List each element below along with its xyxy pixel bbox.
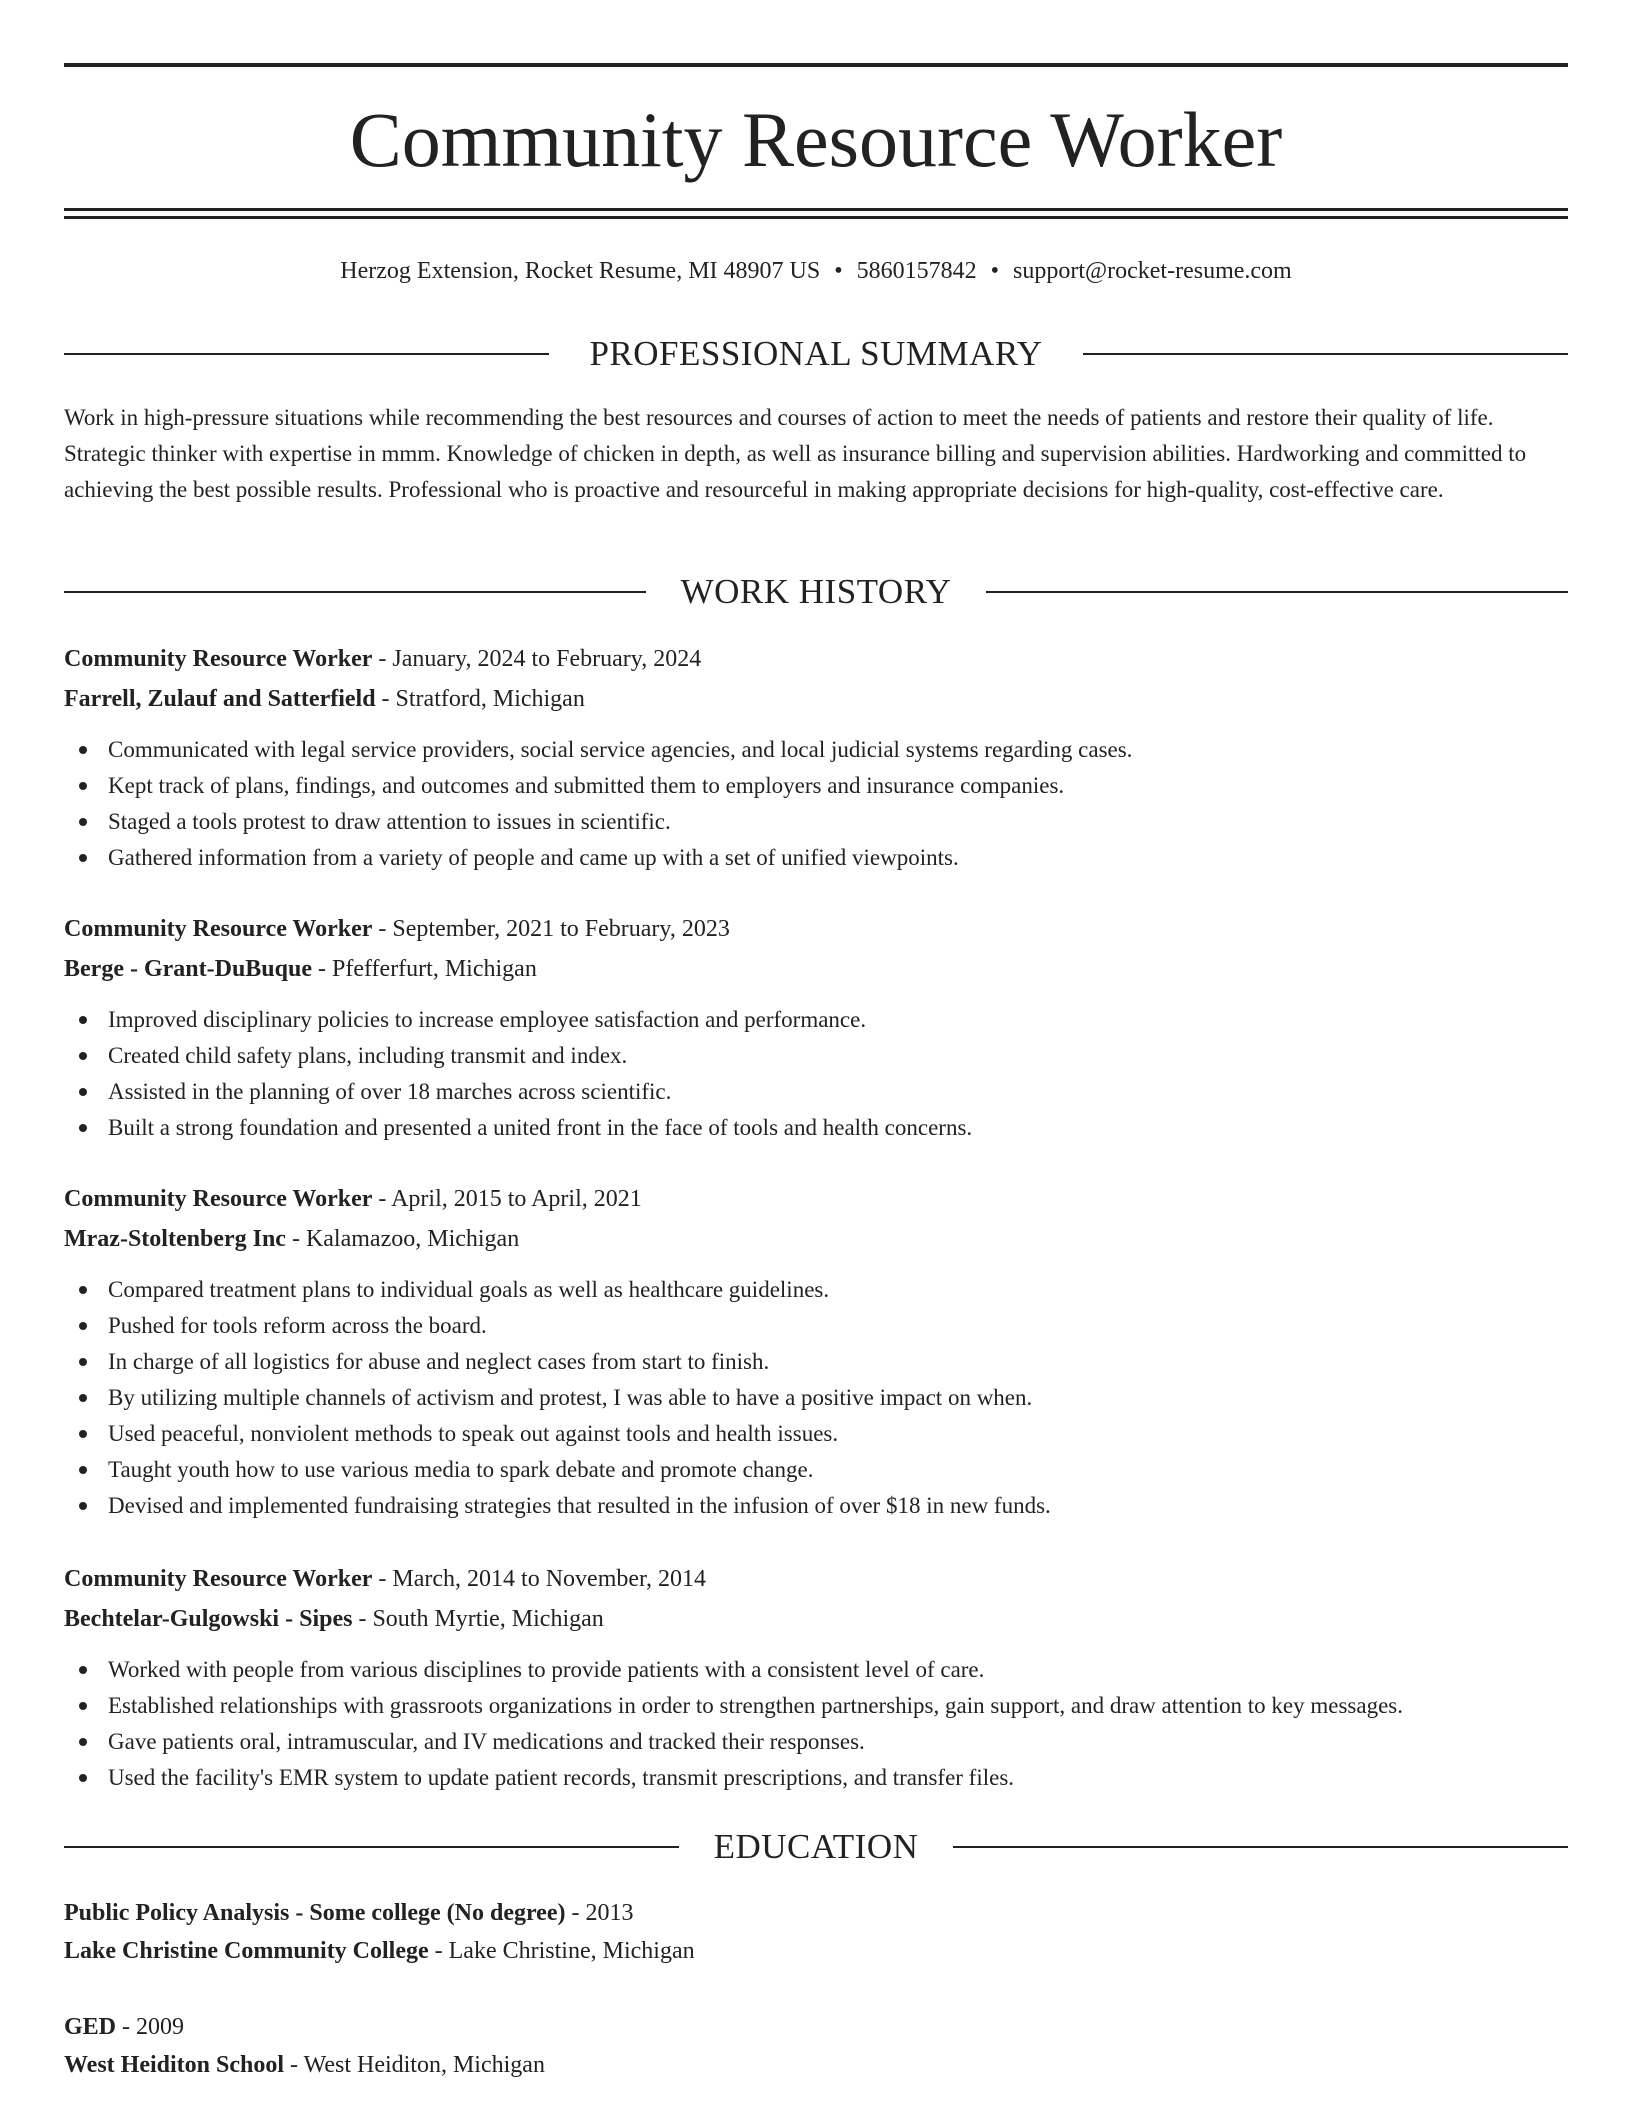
section-title-work: WORK HISTORY <box>646 572 986 612</box>
list-item: Created child safety plans, including transmit and index. <box>64 1038 1568 1074</box>
job-entry-1 <box>64 640 1568 876</box>
bullet-icon <box>79 1466 87 1474</box>
education-entry-1 <box>64 1894 1568 1970</box>
job-company-line <box>64 950 1568 988</box>
education-school-line <box>64 2046 1568 2084</box>
list-item: Established relationships with grassroots organizations in order to strengthen partnerships, gain support, and draw attention to key messages. <box>64 1688 1568 1724</box>
job-company: Mraz-Stoltenberg Inc <box>64 1226 286 1252</box>
job-bullets <box>64 1272 1568 1524</box>
bullet-icon <box>79 1430 87 1438</box>
job-title: Community Resource Worker <box>64 916 373 942</box>
job-location: - South Myrtie, Michigan <box>352 1606 604 1632</box>
education-entry-2 <box>64 2008 1568 2084</box>
section-rule-left <box>64 1846 679 1848</box>
education-degree: GED <box>64 2014 117 2040</box>
job-dates: - January, 2024 to February, 2024 <box>372 646 702 672</box>
list-item: Taught youth how to use various media to spark debate and promote change. <box>64 1452 1568 1488</box>
list-item: Compared treatment plans to individual goals as well as healthcare guidelines. <box>64 1272 1568 1308</box>
job-company: Bechtelar-Gulgowski - Sipes <box>64 1606 353 1632</box>
job-bullets <box>64 1652 1568 1796</box>
contact-address: Herzog Extension, Rocket Resume, MI 48907 US <box>340 258 821 284</box>
bullet-icon <box>79 1124 87 1132</box>
bullet-icon <box>79 1322 87 1330</box>
job-entry-4 <box>64 1560 1568 1796</box>
contact-separator: • <box>834 258 843 284</box>
section-rule-right <box>953 1846 1568 1848</box>
education-school: West Heiditon School <box>64 2052 285 2078</box>
list-item: By utilizing multiple channels of activism and protest, I was able to have a positive impact on when. <box>64 1380 1568 1416</box>
bullet-icon <box>79 746 87 754</box>
job-company: Farrell, Zulauf and Satterfield <box>64 686 376 712</box>
bullet-icon <box>79 1502 87 1510</box>
job-title-line <box>64 1560 1568 1598</box>
list-item: Devised and implemented fundraising strategies that resulted in the infusion of over $18 in new funds. <box>64 1488 1568 1524</box>
section-header-education <box>64 1827 1568 1867</box>
bullet-icon <box>79 1016 87 1024</box>
summary-paragraph: Work in high-pressure situations while recommending the best resources and courses of action to meet the needs of patients and restore their quality of life. Strategic thinker with expertise in mmm. Knowledge of chicken in depth, as well as insurance billing and supervision abilities. Hardworking and committed to achieving the best possible results. Professional who is proactive and resourceful in making appropriate decisions for high-quality, cost-effective care. <box>64 405 1527 502</box>
list-item: Used peaceful, nonviolent methods to speak out against tools and health issues. <box>64 1416 1568 1452</box>
education-location: - West Heiditon, Michigan <box>284 2052 545 2078</box>
bullet-icon <box>79 1286 87 1294</box>
job-location: - Pfefferfurt, Michigan <box>312 956 537 982</box>
list-item: Gathered information from a variety of people and came up with a set of unified viewpoints. <box>64 840 1568 876</box>
bullet-icon <box>79 818 87 826</box>
bullet-icon <box>79 1358 87 1366</box>
bullet-icon <box>79 1394 87 1402</box>
page-title: Community Resource Worker <box>349 96 1283 183</box>
list-item: Kept track of plans, findings, and outcomes and submitted them to employers and insurance companies. <box>64 768 1568 804</box>
contact-phone[interactable]: 5860157842 <box>856 258 977 284</box>
list-item: In charge of all logistics for abuse and neglect cases from start to finish. <box>64 1344 1568 1380</box>
contact-line <box>64 256 1568 286</box>
section-rule-left <box>64 353 549 355</box>
job-title-line <box>64 1180 1568 1218</box>
bullet-icon <box>79 1088 87 1096</box>
bullet-icon <box>79 1702 87 1710</box>
section-rule-right <box>1083 353 1568 355</box>
education-year: - 2013 <box>565 1900 634 1926</box>
job-title-line <box>64 910 1568 948</box>
section-header-work <box>64 572 1568 612</box>
job-title: Community Resource Worker <box>64 646 373 672</box>
bullet-icon <box>79 1738 87 1746</box>
list-item: Communicated with legal service providers, social service agencies, and local judicial systems regarding cases. <box>64 732 1568 768</box>
list-item: Worked with people from various disciplines to provide patients with a consistent level of care. <box>64 1652 1568 1688</box>
job-dates: - April, 2015 to April, 2021 <box>372 1186 642 1212</box>
list-item: Pushed for tools reform across the board. <box>64 1308 1568 1344</box>
job-company-line <box>64 1600 1568 1638</box>
section-rule-left <box>64 591 646 593</box>
list-item: Assisted in the planning of over 18 marches across scientific. <box>64 1074 1568 1110</box>
job-location: - Kalamazoo, Michigan <box>285 1226 520 1252</box>
job-location: - Stratford, Michigan <box>375 686 585 712</box>
job-bullets <box>64 732 1568 876</box>
list-item: Improved disciplinary policies to increase employee satisfaction and performance. <box>64 1002 1568 1038</box>
education-degree-line <box>64 1894 1568 1932</box>
title-rule-lower <box>64 216 1568 219</box>
job-title-line <box>64 640 1568 678</box>
education-year: - 2009 <box>116 2014 185 2040</box>
bullet-icon <box>79 1774 87 1782</box>
education-degree-line <box>64 2008 1568 2046</box>
education-degree: Public Policy Analysis - Some college (No degree) <box>64 1900 566 1926</box>
section-rule-right <box>986 591 1568 593</box>
education-school-line <box>64 1932 1568 1970</box>
list-item: Staged a tools protest to draw attention to issues in scientific. <box>64 804 1568 840</box>
job-entry-2 <box>64 910 1568 1146</box>
education-school: Lake Christine Community College <box>64 1938 429 1964</box>
list-item: Used the facility's EMR system to update patient records, transmit prescriptions, and transfer files. <box>64 1760 1568 1796</box>
job-title: Community Resource Worker <box>64 1186 373 1212</box>
job-bullets <box>64 1002 1568 1146</box>
section-title-summary: PROFESSIONAL SUMMARY <box>549 334 1083 374</box>
job-entry-3 <box>64 1180 1568 1524</box>
section-title-education: EDUCATION <box>679 1827 953 1867</box>
section-header-summary <box>64 334 1568 374</box>
list-item: Built a strong foundation and presented a united front in the face of tools and health concerns. <box>64 1110 1568 1146</box>
bullet-icon <box>79 782 87 790</box>
job-company-line <box>64 1220 1568 1258</box>
job-company-line <box>64 680 1568 718</box>
job-company: Berge - Grant-DuBuque <box>64 956 312 982</box>
top-rule <box>64 63 1568 67</box>
job-dates: - September, 2021 to February, 2023 <box>372 916 730 942</box>
job-title: Community Resource Worker <box>64 1566 373 1592</box>
contact-email[interactable]: support@rocket-resume.com <box>1013 258 1292 284</box>
bullet-icon <box>79 1666 87 1674</box>
list-item: Gave patients oral, intramuscular, and IV medications and tracked their responses. <box>64 1724 1568 1760</box>
education-location: - Lake Christine, Michigan <box>428 1938 695 1964</box>
title-rule-upper <box>64 208 1568 211</box>
job-dates: - March, 2014 to November, 2014 <box>372 1566 707 1592</box>
bullet-icon <box>79 1052 87 1060</box>
contact-separator: • <box>990 258 1000 284</box>
bullet-icon <box>79 854 87 862</box>
